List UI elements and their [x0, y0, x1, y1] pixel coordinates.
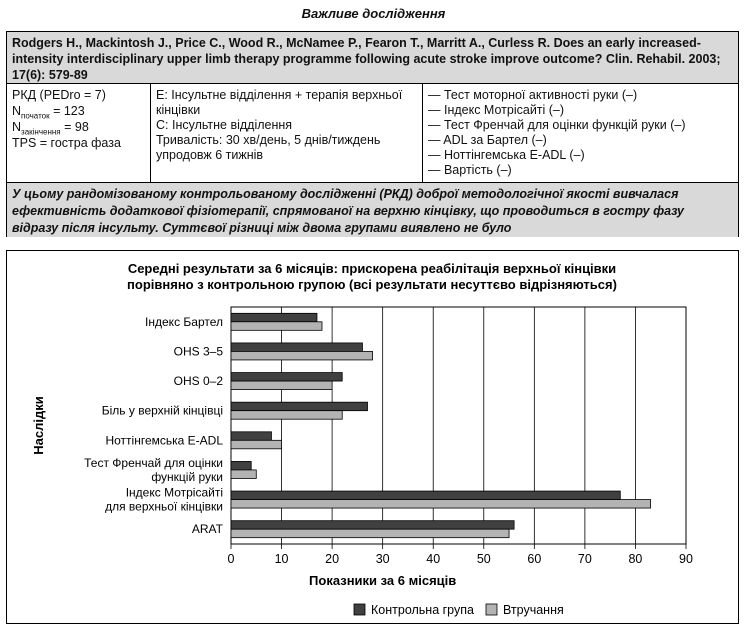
bar-intervention [231, 351, 373, 360]
bar-intervention [231, 440, 282, 449]
study-box [6, 31, 739, 237]
category-label: Індекс Мотрісайті [125, 485, 223, 500]
design-type: РКД (PEDro = 7) [12, 88, 106, 102]
category-label: OHS 3–5 [173, 344, 223, 359]
chart-subtitle: порівняно з контрольною групою (всі результати несуттєво відрізняються) [127, 277, 617, 292]
outcome-item: — ADL за Бартел (–) [428, 133, 547, 147]
category-label: OHS 0–2 [173, 374, 223, 389]
bar-control [231, 402, 368, 411]
bar-control [231, 373, 342, 382]
legend-swatch [354, 604, 365, 615]
bar-intervention [231, 381, 332, 390]
legend-swatch [486, 604, 497, 615]
citation-journal: Clin. Rehabil. 2003; 17(6): 579-89 [12, 52, 721, 82]
citation-title: Rodgers H., Mackintosh J., Price C., Wood R., McNamee P., Fearon T., Marritt A., Curless R. Does an early increased-intensity interdisciplinary upper limb therapy programme following acute stroke improve outcome? [12, 36, 701, 66]
x-tick-label: 10 [274, 552, 289, 566]
page-heading: Важливе дослідження [301, 6, 446, 21]
bar-control [231, 343, 362, 352]
bar-intervention [231, 470, 256, 479]
outcome-item: — Тест моторної активності руки (–) [428, 88, 638, 102]
study-details-row [7, 84, 738, 183]
outcome-item: — Індекс Мотрісайті (–) [428, 103, 565, 117]
x-tick-label: 0 [227, 552, 235, 566]
bar-control [231, 313, 317, 322]
x-tick-label: 20 [325, 552, 340, 566]
category-label: Індекс Бартел [145, 314, 223, 329]
x-tick-label: 70 [577, 552, 592, 566]
bar-control [231, 521, 514, 530]
x-tick-label: 90 [679, 552, 693, 566]
category-label: Біль у верхній кінцівці [101, 403, 223, 418]
bar-control [231, 491, 620, 500]
category-label: для верхньої кінцівки [105, 499, 223, 514]
category-label: Тест Френчай для оцінки [84, 455, 223, 470]
duration: Тривалість: 30 хв/день, 5 днів/тиждень упродовж 6 тижнів [156, 133, 381, 162]
citation [7, 32, 738, 84]
summary: У цьому рандомізованому контрольованому дослідженні (РКД) доброї методологічної якості вивчалася ефективність додаткової фізіотерапії, спрямованої на верхню кінцівку, що проводиться в гостру фазу відразу після інсульту. Суттєвої різниці між двома групами виявлено не було [7, 183, 738, 237]
outcome-item: — Ноттінгемська E-ADL (–) [428, 148, 585, 162]
bar-intervention [231, 529, 509, 538]
chart-frame [6, 250, 739, 624]
x-tick-label: 40 [426, 552, 441, 566]
x-axis-label: Показники за 6 місяців [309, 573, 457, 588]
x-tick-label: 50 [476, 552, 491, 566]
bar-intervention [231, 322, 322, 331]
outcomes-cell [423, 84, 738, 182]
bar-chart [7, 251, 738, 623]
x-tick-label: 60 [527, 552, 542, 566]
category-label: ARAT [191, 522, 223, 537]
category-label: функцій руки [151, 469, 223, 484]
x-tick-label: 80 [628, 552, 643, 566]
n-end: $N_{закінчення} = 98$ [12, 120, 89, 137]
design-cell [7, 84, 151, 182]
chart-title: Середні результати за 6 місяців: прискорена реабілітація верхньої кінцівки [127, 261, 617, 276]
bar-control [231, 461, 251, 470]
outcome-item: — Вартість (–) [428, 163, 512, 177]
bar-intervention [231, 500, 651, 509]
category-label: Ноттінгемська E-ADL [105, 433, 223, 448]
legend-label: Втручання [503, 603, 564, 617]
control-group: С: Інсультне відділення [156, 118, 293, 132]
n-start: $N_{початок} = 123$ [12, 104, 85, 121]
legend-label: Контрольна група [371, 603, 474, 617]
x-tick-label: 30 [375, 552, 390, 566]
outcome-item: — Тест Френчай для оцінки функцій руки (–) [428, 118, 686, 132]
y-axis-label: Наслідки [31, 396, 46, 455]
groups-cell [151, 84, 423, 182]
bar-intervention [231, 411, 342, 420]
tps: TPS = гостра фаза [12, 136, 121, 150]
bar-control [231, 432, 271, 441]
experimental-group: Е: Інсультне відділення + терапія верхньої кінцівки [156, 88, 403, 117]
